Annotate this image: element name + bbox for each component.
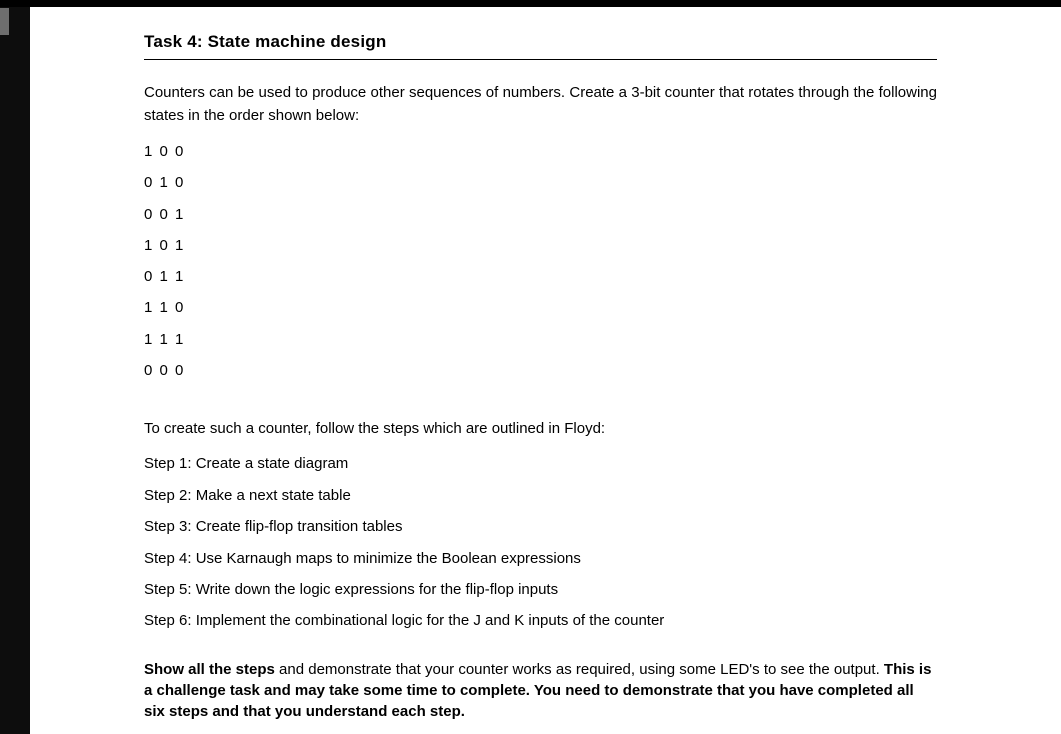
window-top-edge bbox=[0, 0, 1061, 7]
closing-bold-rest: This is a challenge task and may take some time to complete. You need to demonstrate that you have completed all six steps and that you understand each step. bbox=[144, 660, 932, 720]
state-item: 0 0 1 bbox=[144, 205, 185, 223]
step-item: Step 2: Make a next state table bbox=[144, 486, 351, 504]
closing-regular-text: and demonstrate that your counter works as required, using some LED's to see the output. bbox=[274, 660, 884, 678]
step-item: Step 6: Implement the combinational logic for the J and K inputs of the counter bbox=[144, 612, 665, 630]
step-item: Step 1: Create a state diagram bbox=[144, 455, 349, 473]
closing-bold-lead: Show all the steps bbox=[144, 660, 275, 678]
intro-paragraph: Counters can be used to produce other sequences of numbers. Create a 3-bit counter that rotates through the following states in the order shown below: bbox=[144, 84, 937, 124]
closing-paragraph bbox=[144, 659, 937, 722]
document-content bbox=[144, 7, 937, 722]
state-item: 0 0 0 bbox=[144, 362, 185, 380]
scrollbar-thumb[interactable] bbox=[0, 8, 9, 35]
state-item: 1 0 1 bbox=[144, 236, 185, 254]
step-item: Step 5: Write down the logic expressions for the flip-flop inputs bbox=[144, 581, 559, 598]
page-title: Task 4: State machine design bbox=[144, 32, 387, 51]
state-item: 0 1 1 bbox=[144, 268, 185, 286]
state-item: 1 1 1 bbox=[144, 330, 185, 348]
state-item: 1 0 0 bbox=[144, 143, 185, 160]
step-item: Step 3: Create flip-flop transition tables bbox=[144, 518, 403, 536]
state-sequence-list bbox=[144, 136, 937, 386]
document-page bbox=[30, 7, 1061, 734]
step-item: Step 4: Use Karnaugh maps to minimize the Boolean expressions bbox=[144, 549, 581, 567]
steps-intro-paragraph: To create such a counter, follow the steps which are outlined in Floyd: bbox=[144, 420, 606, 438]
steps-list bbox=[144, 448, 937, 636]
state-item: 0 1 0 bbox=[144, 174, 185, 192]
window-left-edge bbox=[0, 0, 30, 734]
state-item: 1 1 0 bbox=[144, 299, 185, 317]
title-underline bbox=[144, 59, 937, 60]
